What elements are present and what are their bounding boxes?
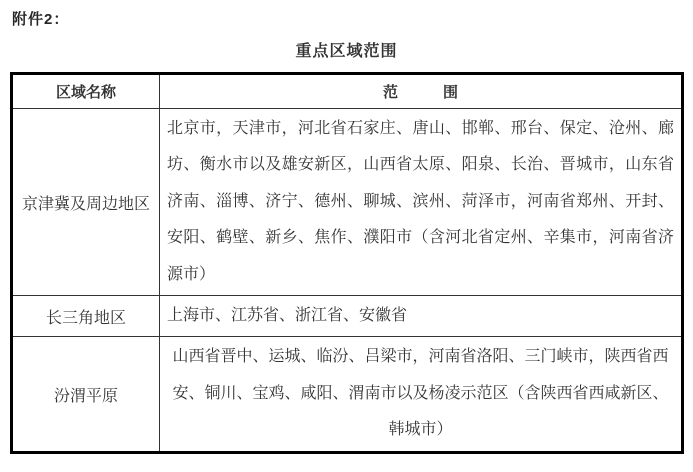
scope-cell: 北京市，天津市，河北省石家庄、唐山、邯郸、邢台、保定、沧州、廊坊、衡水市以及雄安新区，山西省太原、阳泉、长治、晋城市，山东省济南、淄博、济宁、德州、聊城、滨州、菏泽市，河南省郑州、开封、安阳、鹤壁、新乡、焦作、濮阳市（含河北省定州、辛集市，河南省济源市） xyxy=(160,109,683,296)
table-header-row xyxy=(12,74,683,109)
region-name-cell: 汾渭平原 xyxy=(12,337,160,452)
region-scope-table xyxy=(10,72,684,454)
table-row xyxy=(12,296,683,337)
region-name-cell: 长三角地区 xyxy=(12,296,160,337)
scope-cell: 上海市、江苏省、浙江省、安徽省 xyxy=(160,296,683,337)
table-row xyxy=(12,337,683,452)
document-title: 重点区域范围 xyxy=(295,43,398,60)
region-name-cell: 京津冀及周边地区 xyxy=(12,109,160,296)
table-row xyxy=(12,109,683,296)
attachment-label: 附件2： xyxy=(12,11,70,28)
column-header-scope: 范 围 xyxy=(160,74,683,109)
scope-cell: 山西省晋中、运城、临汾、吕梁市，河南省洛阳、三门峡市，陕西省西安、铜川、宝鸡、咸阳、渭南市以及杨凌示范区（含陕西省西咸新区、韩城市） xyxy=(160,337,683,452)
column-header-region-name: 区域名称 xyxy=(12,74,160,109)
